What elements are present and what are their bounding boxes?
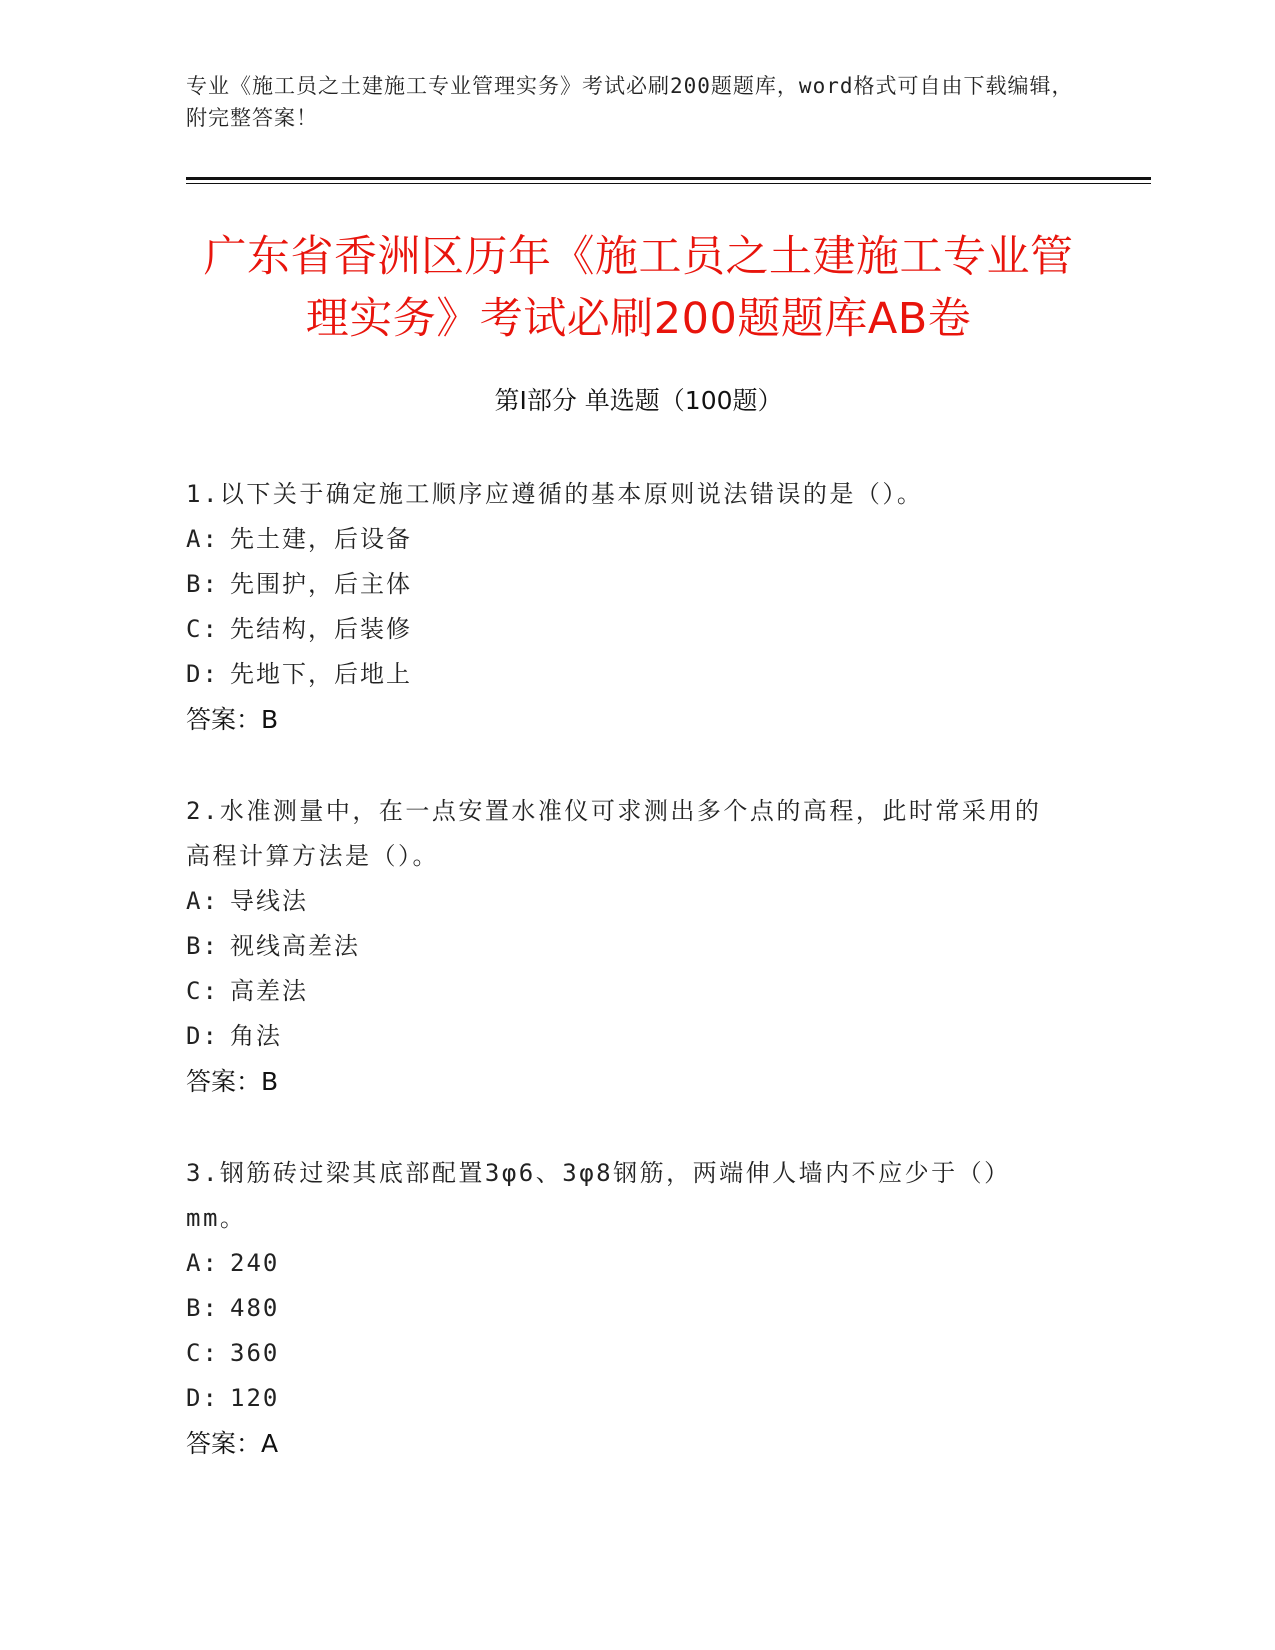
option-letter: C: <box>186 977 219 1005</box>
answer-line: 答案：B <box>186 705 279 734</box>
header-note: 专业《施工员之土建施工专业管理实务》考试必刷200题题库，word格式可自由下载编辑，附完整答案！ <box>186 74 1074 130</box>
option-letter: D: <box>186 660 219 688</box>
option-text: 480 <box>230 1294 280 1322</box>
option-d <box>186 1376 1066 1421</box>
option-letter: A: <box>186 525 219 553</box>
option-c <box>186 1331 1066 1376</box>
header-rule-thick <box>186 177 1151 180</box>
option-letter: A: <box>186 887 219 915</box>
option-letter: C: <box>186 615 219 643</box>
option-text: 视线高差法 <box>230 932 360 960</box>
option-text: 120 <box>230 1384 280 1412</box>
option-text: 先围护，后主体 <box>230 570 412 598</box>
option-letter: D: <box>186 1384 219 1412</box>
option-text: 先地下，后地上 <box>230 660 412 688</box>
option-letter: D: <box>186 1022 219 1050</box>
option-a <box>186 517 1066 562</box>
section-heading: 第I部分 单选题（100题） <box>494 386 783 415</box>
option-text: 高差法 <box>230 977 308 1005</box>
question-stem: 2.水准测量中，在一点安置水准仪可求测出多个点的高程，此时常采用的高程计算方法是（）。 <box>186 797 1042 870</box>
option-c <box>186 607 1066 652</box>
option-a <box>186 879 1066 924</box>
option-text: 导线法 <box>230 887 308 915</box>
option-letter: B: <box>186 1294 219 1322</box>
header-rule-thin <box>186 183 1151 184</box>
document-title: 广东省香洲区历年《施工员之土建施工专业管理实务》考试必刷200题题库AB卷 <box>203 232 1074 344</box>
option-d <box>186 1014 1066 1059</box>
option-letter: C: <box>186 1339 219 1367</box>
option-text: 先结构，后装修 <box>230 615 412 643</box>
answer-line: 答案：B <box>186 1067 279 1096</box>
option-text: 240 <box>230 1249 280 1277</box>
answer-line: 答案：A <box>186 1429 279 1458</box>
question-stem: 3.钢筋砖过梁其底部配置3φ6、3φ8钢筋，两端伸人墙内不应少于（）mm。 <box>186 1159 1011 1232</box>
option-c <box>186 969 1066 1014</box>
option-b <box>186 1286 1066 1331</box>
option-d <box>186 652 1066 697</box>
option-b <box>186 562 1066 607</box>
option-a <box>186 1241 1066 1286</box>
option-letter: B: <box>186 570 219 598</box>
option-letter: B: <box>186 932 219 960</box>
option-text: 先土建，后设备 <box>230 525 412 553</box>
option-letter: A: <box>186 1249 219 1277</box>
question-2 <box>186 789 1066 1104</box>
question-3 <box>186 1151 1066 1466</box>
question-1 <box>186 472 1066 742</box>
option-text: 角法 <box>230 1022 282 1050</box>
option-b <box>186 924 1066 969</box>
question-list <box>186 472 1066 1513</box>
question-stem: 1.以下关于确定施工顺序应遵循的基本原则说法错误的是（）。 <box>186 480 924 508</box>
option-text: 360 <box>230 1339 280 1367</box>
